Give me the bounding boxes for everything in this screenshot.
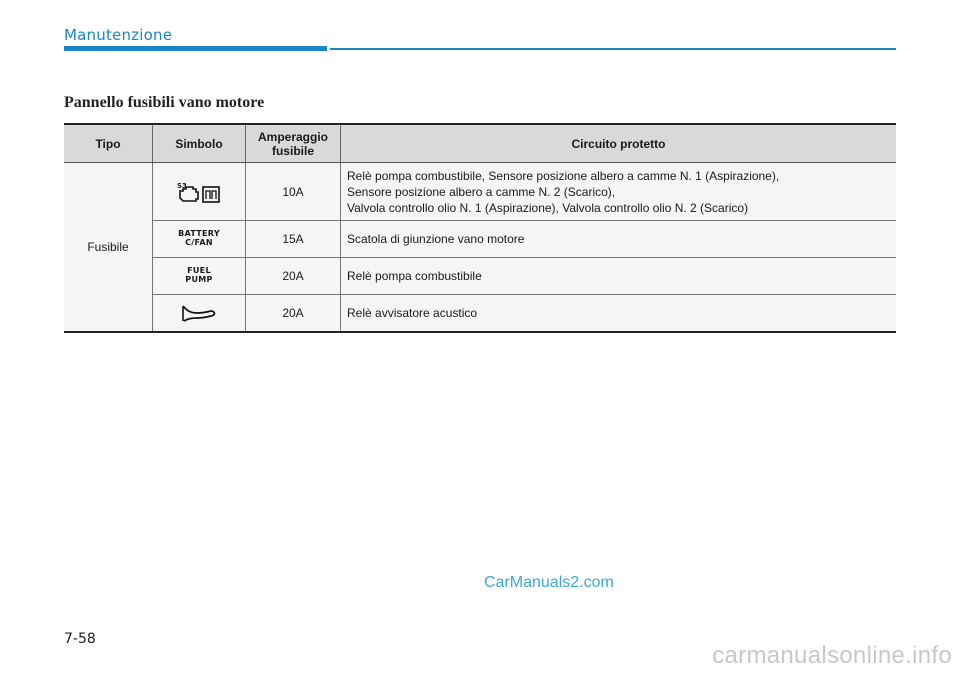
fuel-pump-symbol: FUEL PUMP [185,266,213,284]
watermark-link[interactable]: CarManuals2.com [484,574,614,591]
section-title: Manutenzione [64,26,173,44]
circuit-cell: Relè avvisatore acustico [341,295,897,332]
column-header-simbolo: Simbolo [153,124,246,163]
circuit-line: Relè pompa combustibile, Sensore posizione albero a camme N. 1 (Aspirazione), [347,168,780,183]
type-cell: Fusibile [64,163,153,332]
symbol-label-s3: S3 [177,181,187,190]
amperage-cell: 20A [246,295,341,332]
page-number: 7-58 [64,631,96,647]
column-header-amperaggio: Amperaggio fusibile [246,124,341,163]
circuit-cell [341,163,897,221]
amperage-cell: 15A [246,221,341,258]
table-row [64,163,896,221]
amperage-cell: 20A [246,258,341,295]
table-row [64,258,896,295]
circuit-cell: Relè pompa combustibile [341,258,897,295]
amperage-cell: 10A [246,163,341,221]
column-header-circuito: Circuito protetto [341,124,897,163]
symbol-cell [153,163,246,221]
table-header-row [64,124,896,163]
header-rule-thick [64,46,327,51]
engine-control-s3-icon [175,178,223,206]
fuse-table [64,123,896,333]
symbol-cell [153,295,246,332]
watermark-bottom: carmanualsonline.info [712,642,952,669]
symbol-cell [153,258,246,295]
battery-cfan-symbol: BATTERY C/FAN [178,229,220,247]
table-row [64,221,896,258]
horn-icon [179,303,219,323]
table-row [64,295,896,332]
column-header-tipo: Tipo [64,124,153,163]
circuit-cell: Scatola di giunzione vano motore [341,221,897,258]
circuit-line: Valvola controllo olio N. 1 (Aspirazione), Valvola controllo olio N. 2 (Scarico) [347,200,749,215]
circuit-line: Sensore posizione albero a camme N. 2 (Scarico), [347,184,616,199]
page-heading: Pannello fusibili vano motore [64,94,265,111]
symbol-cell [153,221,246,258]
header-rule-thin [330,48,896,50]
